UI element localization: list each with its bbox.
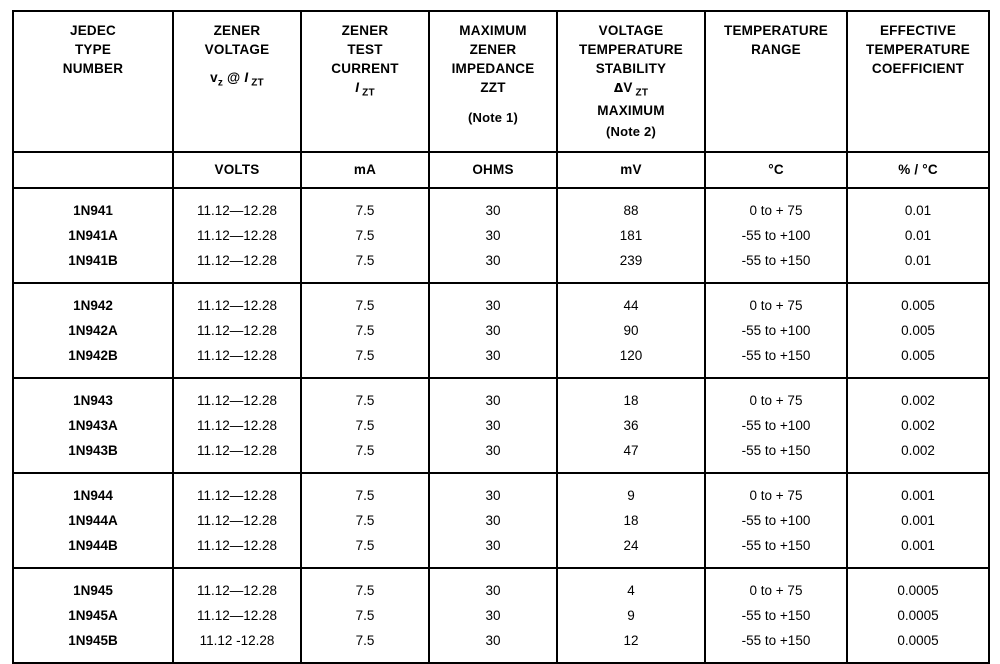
cell-voltage: 11.12—12.28: [173, 603, 301, 628]
cell-test-current: 7.5: [301, 533, 429, 568]
cell-temp-coefficient: 0.002: [847, 438, 989, 473]
unit-cell-ma: mA: [301, 152, 429, 188]
cell-stability: 9: [557, 603, 705, 628]
cell-stability: 88: [557, 188, 705, 223]
column-header-jedec-type-number: [13, 11, 173, 152]
header-spacer: [434, 98, 552, 107]
cell-test-current: 7.5: [301, 188, 429, 223]
cell-voltage: 11.12—12.28: [173, 188, 301, 223]
table-row: [13, 508, 989, 533]
table-row: [13, 343, 989, 378]
table-row: [13, 188, 989, 223]
cell-voltage: 11.12—12.28: [173, 508, 301, 533]
units-row: [13, 152, 989, 188]
cell-temp-coefficient: 0.002: [847, 413, 989, 438]
cell-impedance: 30: [429, 343, 557, 378]
header-line: TEMPERATURE: [866, 42, 970, 58]
cell-impedance: 30: [429, 378, 557, 413]
cell-temp-coefficient: 0.001: [847, 533, 989, 568]
header-line: TEMPERATURE: [724, 23, 828, 38]
cell-temp-coefficient: 0.0005: [847, 603, 989, 628]
cell-impedance: 30: [429, 603, 557, 628]
cell-type: 1N944: [13, 473, 173, 508]
cell-impedance: 30: [429, 318, 557, 343]
cell-voltage: 11.12—12.28: [173, 223, 301, 248]
header-line: RANGE: [751, 42, 801, 58]
header-line: EFFECTIVE: [879, 23, 957, 38]
header-line: JEDEC: [69, 23, 116, 38]
cell-temp-coefficient: 0.002: [847, 378, 989, 413]
cell-impedance: 30: [429, 413, 557, 438]
cell-voltage: 11.12—12.28: [173, 533, 301, 568]
header-line: TEST: [347, 42, 383, 58]
cell-impedance: 30: [429, 508, 557, 533]
table-row: [13, 223, 989, 248]
table-row: [13, 248, 989, 283]
table-row: [13, 603, 989, 628]
cell-temp-range: 0 to + 75: [705, 473, 847, 508]
header-line: VOLTAGE: [598, 23, 664, 38]
cell-temp-coefficient: 0.0005: [847, 628, 989, 663]
cell-stability: 24: [557, 533, 705, 568]
cell-type: 1N944A: [13, 508, 173, 533]
header-line: ZENER: [341, 23, 389, 38]
cell-type: 1N942B: [13, 343, 173, 378]
cell-temp-range: -55 to +150: [705, 628, 847, 663]
header-line: TEMPERATURE: [579, 42, 683, 58]
cell-temp-range: -55 to +150: [705, 438, 847, 473]
cell-temp-coefficient: 0.005: [847, 318, 989, 343]
cell-temp-coefficient: 0.01: [847, 188, 989, 223]
unit-cell-percent-per-celsius: % / °C: [847, 152, 989, 188]
cell-test-current: 7.5: [301, 413, 429, 438]
cell-test-current: 7.5: [301, 628, 429, 663]
table-row: [13, 533, 989, 568]
cell-temp-range: 0 to + 75: [705, 568, 847, 603]
header-spacer: [178, 59, 296, 68]
header-note: (Note 2): [606, 123, 656, 139]
column-header-maximum-zener-impedance: [429, 11, 557, 152]
cell-type: 1N943A: [13, 413, 173, 438]
cell-voltage: 11.12—12.28: [173, 343, 301, 378]
cell-type: 1N945B: [13, 628, 173, 663]
cell-test-current: 7.5: [301, 318, 429, 343]
cell-impedance: 30: [429, 568, 557, 603]
cell-test-current: 7.5: [301, 248, 429, 283]
cell-temp-range: 0 to + 75: [705, 378, 847, 413]
header-symbol-vz-izt: $v_z$ @ I $_{ZT}$: [210, 70, 264, 89]
header-line: NUMBER: [62, 61, 124, 77]
header-line: ZENER: [469, 42, 517, 58]
table-row: [13, 438, 989, 473]
cell-voltage: 11.12—12.28: [173, 413, 301, 438]
unit-cell-celsius: °C: [705, 152, 847, 188]
zener-specification-table: [12, 10, 990, 664]
cell-test-current: 7.5: [301, 378, 429, 413]
cell-test-current: 7.5: [301, 283, 429, 318]
cell-test-current: 7.5: [301, 603, 429, 628]
unit-cell-ohms: OHMS: [429, 152, 557, 188]
table-row: [13, 378, 989, 413]
cell-type: 1N944B: [13, 533, 173, 568]
cell-temp-coefficient: 0.01: [847, 248, 989, 283]
cell-temp-range: 0 to + 75: [705, 188, 847, 223]
cell-temp-range: -55 to +150: [705, 603, 847, 628]
cell-stability: 12: [557, 628, 705, 663]
cell-test-current: 7.5: [301, 223, 429, 248]
cell-voltage: 11.12—12.28: [173, 438, 301, 473]
cell-impedance: 30: [429, 438, 557, 473]
table-body: [13, 188, 989, 663]
cell-temp-range: -55 to +100: [705, 413, 847, 438]
cell-type: 1N943B: [13, 438, 173, 473]
cell-stability: 120: [557, 343, 705, 378]
cell-stability: 36: [557, 413, 705, 438]
cell-temp-coefficient: 0.005: [847, 283, 989, 318]
cell-impedance: 30: [429, 628, 557, 663]
cell-type: 1N942A: [13, 318, 173, 343]
cell-type: 1N943: [13, 378, 173, 413]
cell-type: 1N941B: [13, 248, 173, 283]
header-line: MAXIMUM: [597, 103, 665, 119]
header-note: (Note 1): [468, 109, 518, 125]
cell-voltage: 11.12—12.28: [173, 378, 301, 413]
table-row: [13, 473, 989, 508]
table-row: [13, 318, 989, 343]
cell-temp-range: -55 to +150: [705, 343, 847, 378]
cell-stability: 44: [557, 283, 705, 318]
cell-stability: 181: [557, 223, 705, 248]
cell-voltage: 11.12—12.28: [173, 568, 301, 603]
cell-type: 1N945A: [13, 603, 173, 628]
cell-stability: 239: [557, 248, 705, 283]
cell-temp-coefficient: 0.0005: [847, 568, 989, 603]
cell-temp-range: 0 to + 75: [705, 283, 847, 318]
column-header-voltage-temperature-stability: [557, 11, 705, 152]
cell-temp-coefficient: 0.001: [847, 473, 989, 508]
cell-temp-range: -55 to +100: [705, 318, 847, 343]
cell-temp-range: -55 to +150: [705, 248, 847, 283]
cell-temp-coefficient: 0.001: [847, 508, 989, 533]
header-row: [13, 11, 989, 152]
column-header-zener-test-current: [301, 11, 429, 152]
cell-impedance: 30: [429, 223, 557, 248]
cell-stability: 9: [557, 473, 705, 508]
cell-test-current: 7.5: [301, 568, 429, 603]
cell-stability: 47: [557, 438, 705, 473]
cell-impedance: 30: [429, 188, 557, 223]
cell-type: 1N941A: [13, 223, 173, 248]
unit-cell-volts: VOLTS: [173, 152, 301, 188]
cell-stability: 18: [557, 508, 705, 533]
header-line: IMPEDANCE: [451, 61, 535, 77]
unit-cell-jedec: [13, 152, 173, 188]
cell-type: 1N945: [13, 568, 173, 603]
cell-voltage: 11.12—12.28: [173, 473, 301, 508]
cell-type: 1N942: [13, 283, 173, 318]
cell-temp-coefficient: 0.01: [847, 223, 989, 248]
cell-temp-range: -55 to +100: [705, 223, 847, 248]
cell-temp-range: -55 to +150: [705, 533, 847, 568]
header-line: STABILITY: [595, 61, 667, 77]
header-line: ZENER: [213, 23, 261, 38]
cell-voltage: 11.12—12.28: [173, 283, 301, 318]
header-symbol-izt: I $_{ZT}$: [355, 80, 375, 100]
column-header-temperature-range: [705, 11, 847, 152]
cell-stability: 18: [557, 378, 705, 413]
cell-test-current: 7.5: [301, 508, 429, 533]
table-header: [13, 11, 989, 188]
cell-impedance: 30: [429, 473, 557, 508]
header-line: VOLTAGE: [204, 42, 270, 58]
cell-voltage: 11.12—12.28: [173, 248, 301, 283]
unit-cell-mv: mV: [557, 152, 705, 188]
table-row: [13, 413, 989, 438]
header-line: MAXIMUM: [459, 23, 527, 38]
header-line: CURRENT: [331, 61, 399, 77]
cell-impedance: 30: [429, 248, 557, 283]
column-header-effective-temperature-coefficient: [847, 11, 989, 152]
cell-test-current: 7.5: [301, 438, 429, 473]
header-line: ZZT: [480, 80, 506, 96]
table-row: [13, 568, 989, 603]
table-row: [13, 283, 989, 318]
header-line: TYPE: [74, 42, 112, 58]
cell-stability: 4: [557, 568, 705, 603]
header-line: COEFFICIENT: [871, 61, 965, 77]
cell-test-current: 7.5: [301, 343, 429, 378]
cell-stability: 90: [557, 318, 705, 343]
cell-test-current: 7.5: [301, 473, 429, 508]
cell-impedance: 30: [429, 283, 557, 318]
cell-temp-range: -55 to +100: [705, 508, 847, 533]
cell-voltage: 11.12—12.28: [173, 318, 301, 343]
column-header-zener-voltage: [173, 11, 301, 152]
cell-impedance: 30: [429, 533, 557, 568]
cell-voltage: 11.12 -12.28: [173, 628, 301, 663]
table-row: [13, 628, 989, 663]
header-symbol-delta-vzt: ΔV $_{ZT}$: [613, 80, 649, 100]
cell-type: 1N941: [13, 188, 173, 223]
cell-temp-coefficient: 0.005: [847, 343, 989, 378]
